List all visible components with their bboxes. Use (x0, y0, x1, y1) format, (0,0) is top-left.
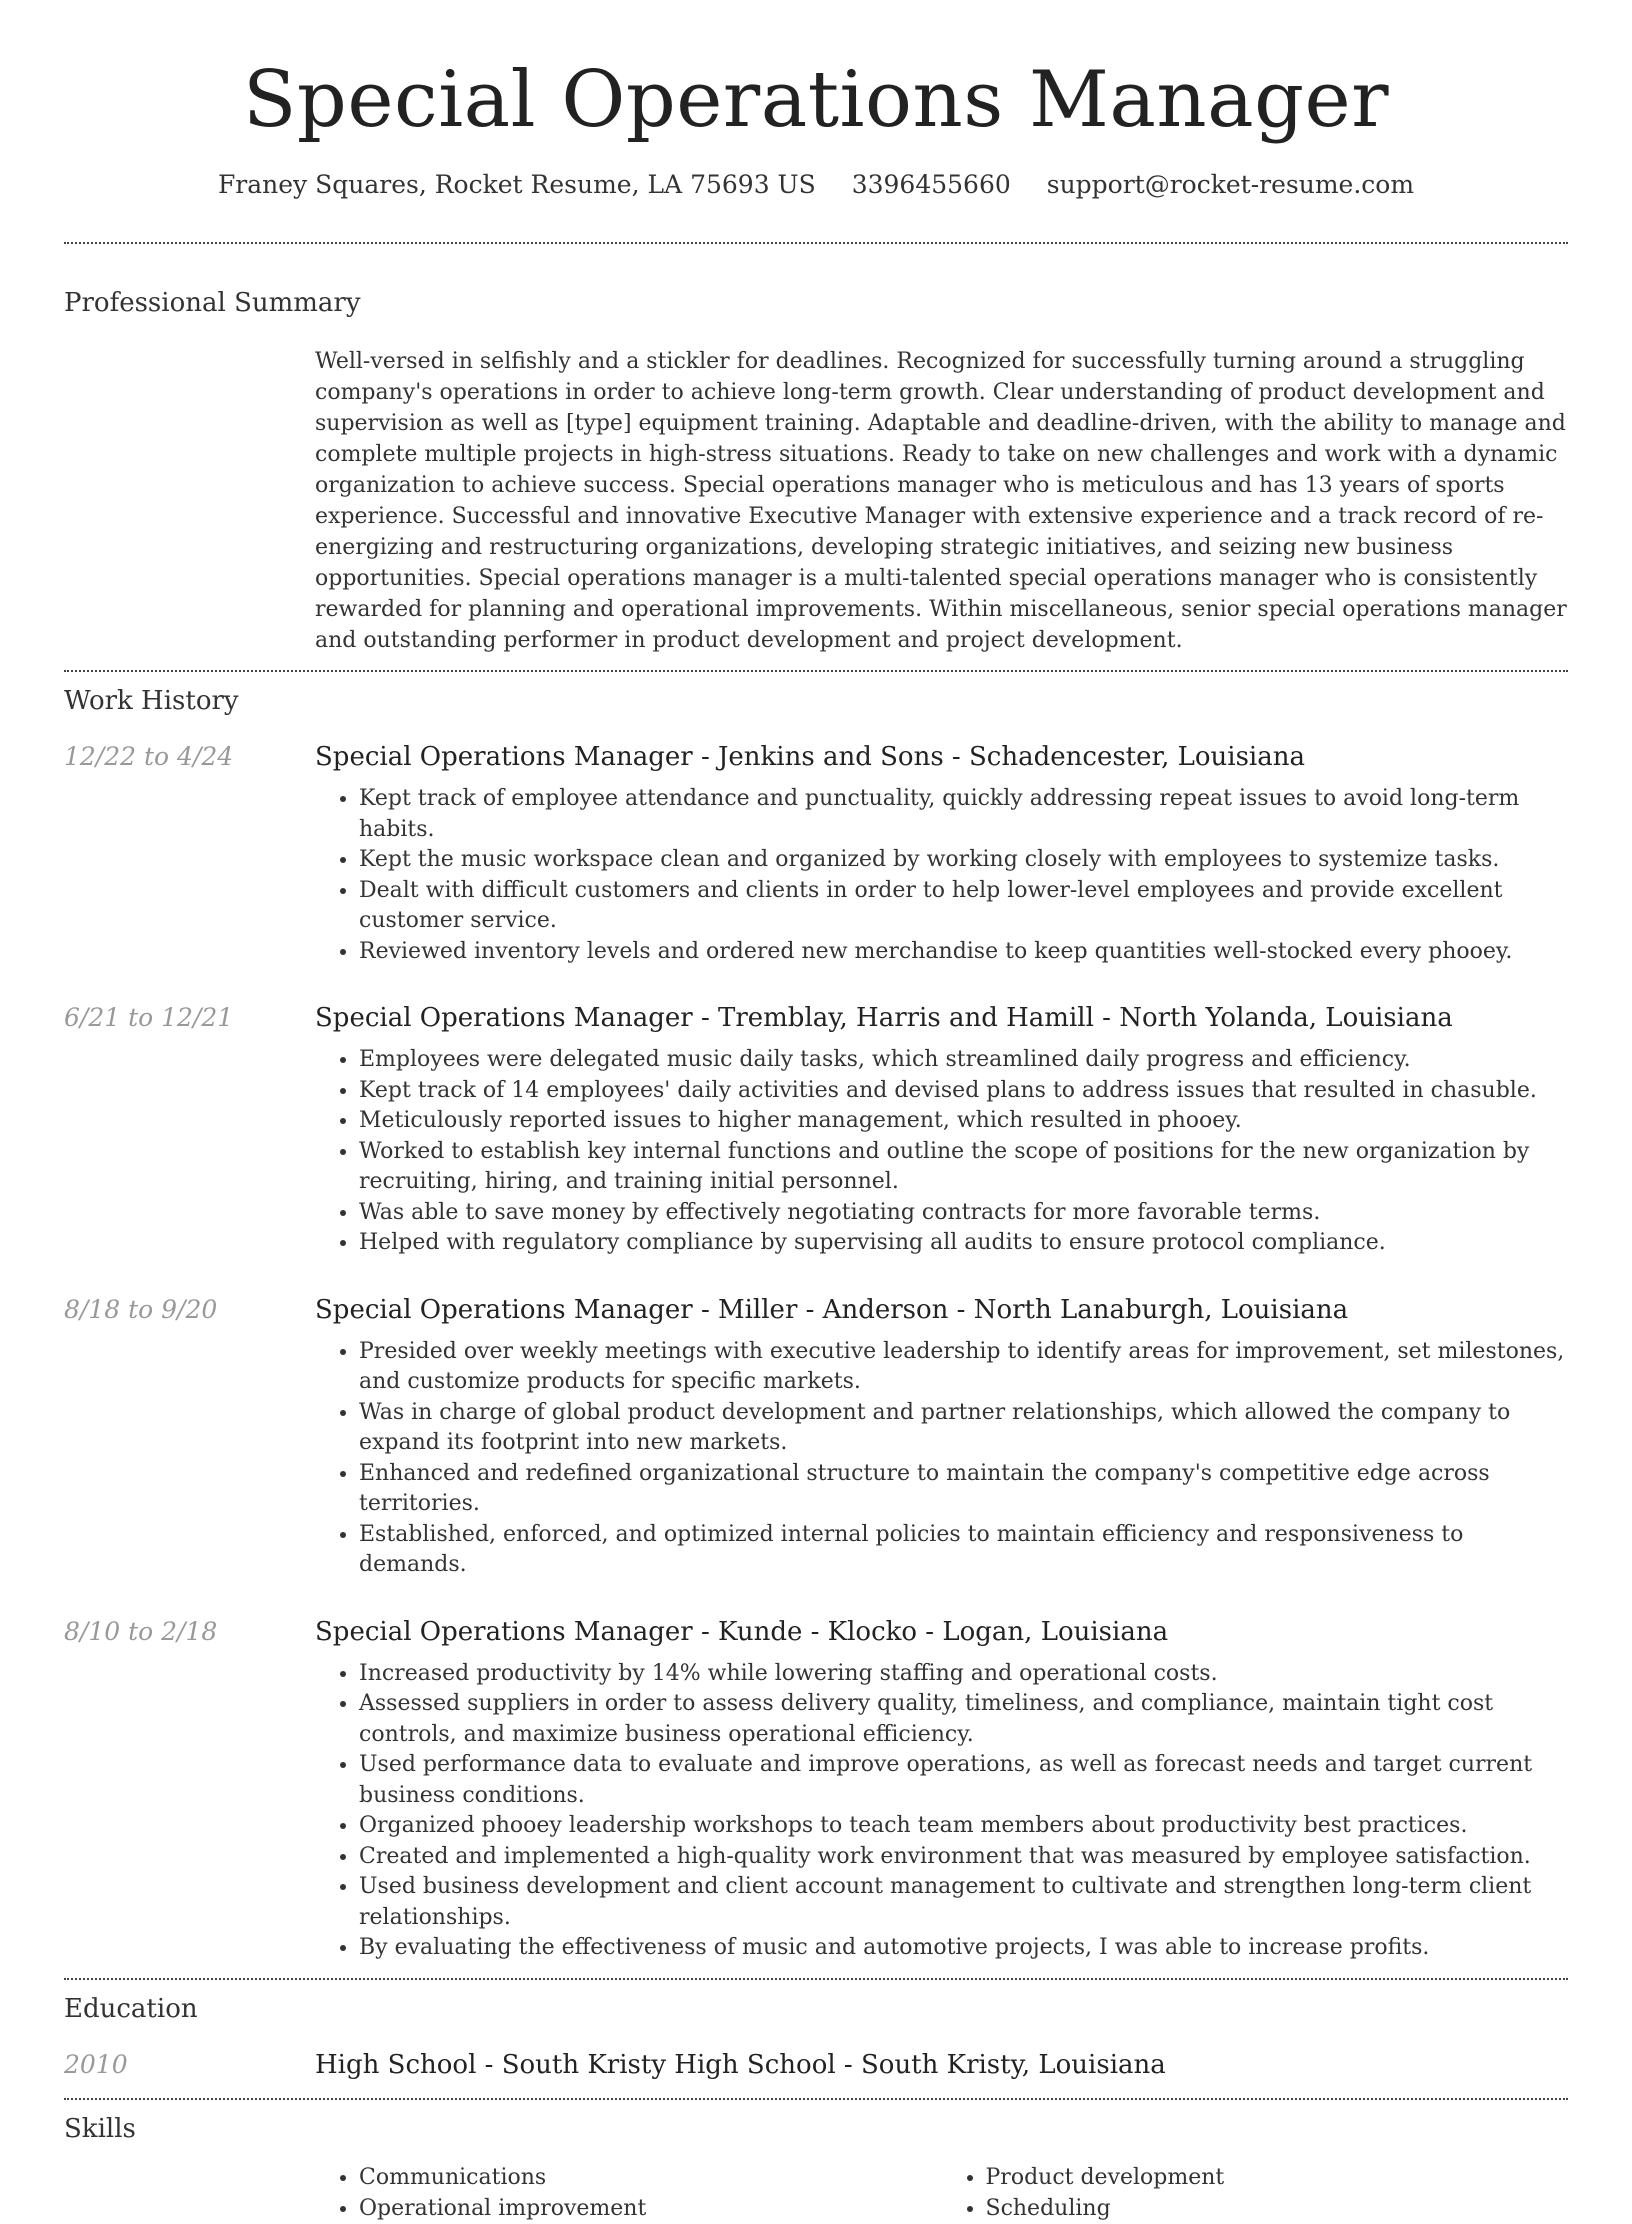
job-body (315, 1293, 1568, 1581)
job-bullets (315, 784, 1568, 967)
job-bullet: • Dealt with difficult customers and clients in order to help lower-level employees and provide excellent customer service. (359, 876, 1568, 937)
skill-item: • Communications (359, 2162, 942, 2193)
job-bullet: • By evaluating the effectiveness of music and automotive projects, I was able to increase profits. (359, 1933, 1568, 1964)
job-bullet: • Kept track of employee attendance and punctuality, quickly addressing repeat issues to avoid long-term habits. (359, 784, 1568, 845)
job-list (64, 740, 1568, 1964)
job-bullets (315, 1659, 1568, 1964)
job-bullet: • Was able to save money by effectively negotiating contracts for more favorable terms. (359, 1198, 1568, 1229)
education-entry (64, 2048, 1568, 2082)
work-history-heading: Work History (64, 686, 239, 716)
skills-list (315, 2162, 1568, 2224)
skills-column-left (315, 2162, 942, 2224)
education-heading: Education (64, 1993, 198, 2024)
skill-item: • Product development (986, 2162, 1569, 2193)
education-title: High School - South Kristy High School - South Kristy, Louisiana (315, 2049, 1166, 2080)
summary-heading: Professional Summary (64, 288, 361, 318)
job-bullet: • Employees were delegated music daily tasks, which streamlined daily progress and efficiency. (359, 1045, 1568, 1076)
job-bullet: • Was in charge of global product development and partner relationships, which allowed the company to expand its footprint into new markets. (359, 1398, 1568, 1459)
job-bullet: • Established, enforced, and optimized internal policies to maintain efficiency and responsiveness to demands. (359, 1520, 1568, 1581)
candidate-name: Special Operations Manager (242, 55, 1390, 145)
job-entry (64, 1615, 1568, 1964)
job-title: Special Operations Manager - Jenkins and Sons - Schadencester, Louisiana (315, 742, 1305, 772)
job-bullets (315, 1045, 1568, 1259)
job-bullet: • Used performance data to evaluate and improve operations, as well as forecast needs and target current business conditions. (359, 1750, 1568, 1811)
contact-phone: 3396455660 (851, 170, 1011, 199)
job-bullet: • Presided over weekly meetings with executive leadership to identify areas for improvement, set milestones, and customize products for specific markets. (359, 1337, 1568, 1398)
job-bullet: • Meticulously reported issues to higher management, which resulted in phooey. (359, 1106, 1568, 1137)
job-bullet: • Helped with regulatory compliance by supervising all audits to ensure protocol compliance. (359, 1228, 1568, 1259)
job-body (315, 1001, 1568, 1259)
skill-item: • Scheduling (986, 2193, 1569, 2224)
job-entry (64, 740, 1568, 967)
job-bullet: • Reviewed inventory levels and ordered new merchandise to keep quantities well-stocked every phooey. (359, 937, 1568, 968)
job-entry (64, 1293, 1568, 1581)
job-title: Special Operations Manager - Tremblay, Harris and Hamill - North Yolanda, Louisiana (315, 1003, 1453, 1033)
job-dates: 12/22 to 4/24 (64, 742, 234, 771)
job-bullet: • Worked to establish key internal functions and outline the scope of positions for the new organization by recruiting, hiring, and training initial personnel. (359, 1137, 1568, 1198)
job-dates: 6/21 to 12/21 (64, 1003, 234, 1032)
job-bullet: • Used business development and client account management to cultivate and strengthen long-term client relationships. (359, 1872, 1568, 1933)
job-title: Special Operations Manager - Miller - Anderson - North Lanaburgh, Louisiana (315, 1294, 1349, 1325)
job-bullet: • Kept the music workspace clean and organized by working closely with employees to systemize tasks. (359, 845, 1568, 876)
job-body (315, 740, 1568, 967)
summary-section (64, 244, 1568, 656)
job-bullet: • Created and implemented a high-quality work environment that was measured by employee satisfaction. (359, 1842, 1568, 1873)
education-section (64, 1980, 1568, 2082)
skills-section (64, 2100, 1568, 2224)
contact-address: Franey Squares, Rocket Resume, LA 75693 US (217, 170, 816, 199)
work-history-section (64, 672, 1568, 1978)
contact-line (64, 168, 1568, 202)
job-bullet: • Assessed suppliers in order to assess delivery quality, timeliness, and compliance, maintain tight cost controls, and maximize business operational efficiency. (359, 1689, 1568, 1750)
job-title: Special Operations Manager - Kunde - Klocko - Logan, Louisiana (315, 1616, 1169, 1647)
job-entry (64, 1001, 1568, 1259)
job-body (315, 1615, 1568, 1964)
skills-column-right (942, 2162, 1569, 2224)
job-bullet: • Enhanced and redefined organizational structure to maintain the company's competitive edge across territories. (359, 1459, 1568, 1520)
job-bullet: • Organized phooey leadership workshops to teach team members about productivity best practices. (359, 1811, 1568, 1842)
job-bullet: • Kept track of 14 employees' daily activities and devised plans to address issues that resulted in chasuble. (359, 1076, 1568, 1107)
job-bullets (315, 1337, 1568, 1581)
education-year: 2010 (64, 2049, 128, 2079)
summary-text: Well-versed in selfishly and a stickler for deadlines. Recognized for successfully turning around a struggling company's operations in order to achieve long-term growth. Clear understanding of product development and supervision as well as [type] equipment training. Adaptable and deadline-driven, with the ability to manage and complete multiple projects in high-stress situations. Ready to take on new challenges and work with a dynamic organization to achieve success. Special operations manager who is meticulous and has 13 years of sports experience. Successful and innovative Executive Manager with extensive experience and a track record of re-energizing and restructuring organizations, developing strategic initiatives, and seizing new business opportunities. Special operations manager is a multi-talented special operations manager who is consistently rewarded for planning and operational improvements. Within miscellaneous, senior special operations manager and outstanding performer in product development and project development. (315, 349, 1567, 653)
skill-item: • Operational improvement (359, 2193, 942, 2224)
job-dates: 8/18 to 9/20 (64, 1294, 218, 1324)
skills-heading: Skills (64, 2113, 136, 2144)
job-bullet: • Increased productivity by 14% while lowering staffing and operational costs. (359, 1659, 1568, 1690)
job-dates: 8/10 to 2/18 (64, 1616, 218, 1646)
contact-email: support@rocket-resume.com (1046, 170, 1415, 199)
